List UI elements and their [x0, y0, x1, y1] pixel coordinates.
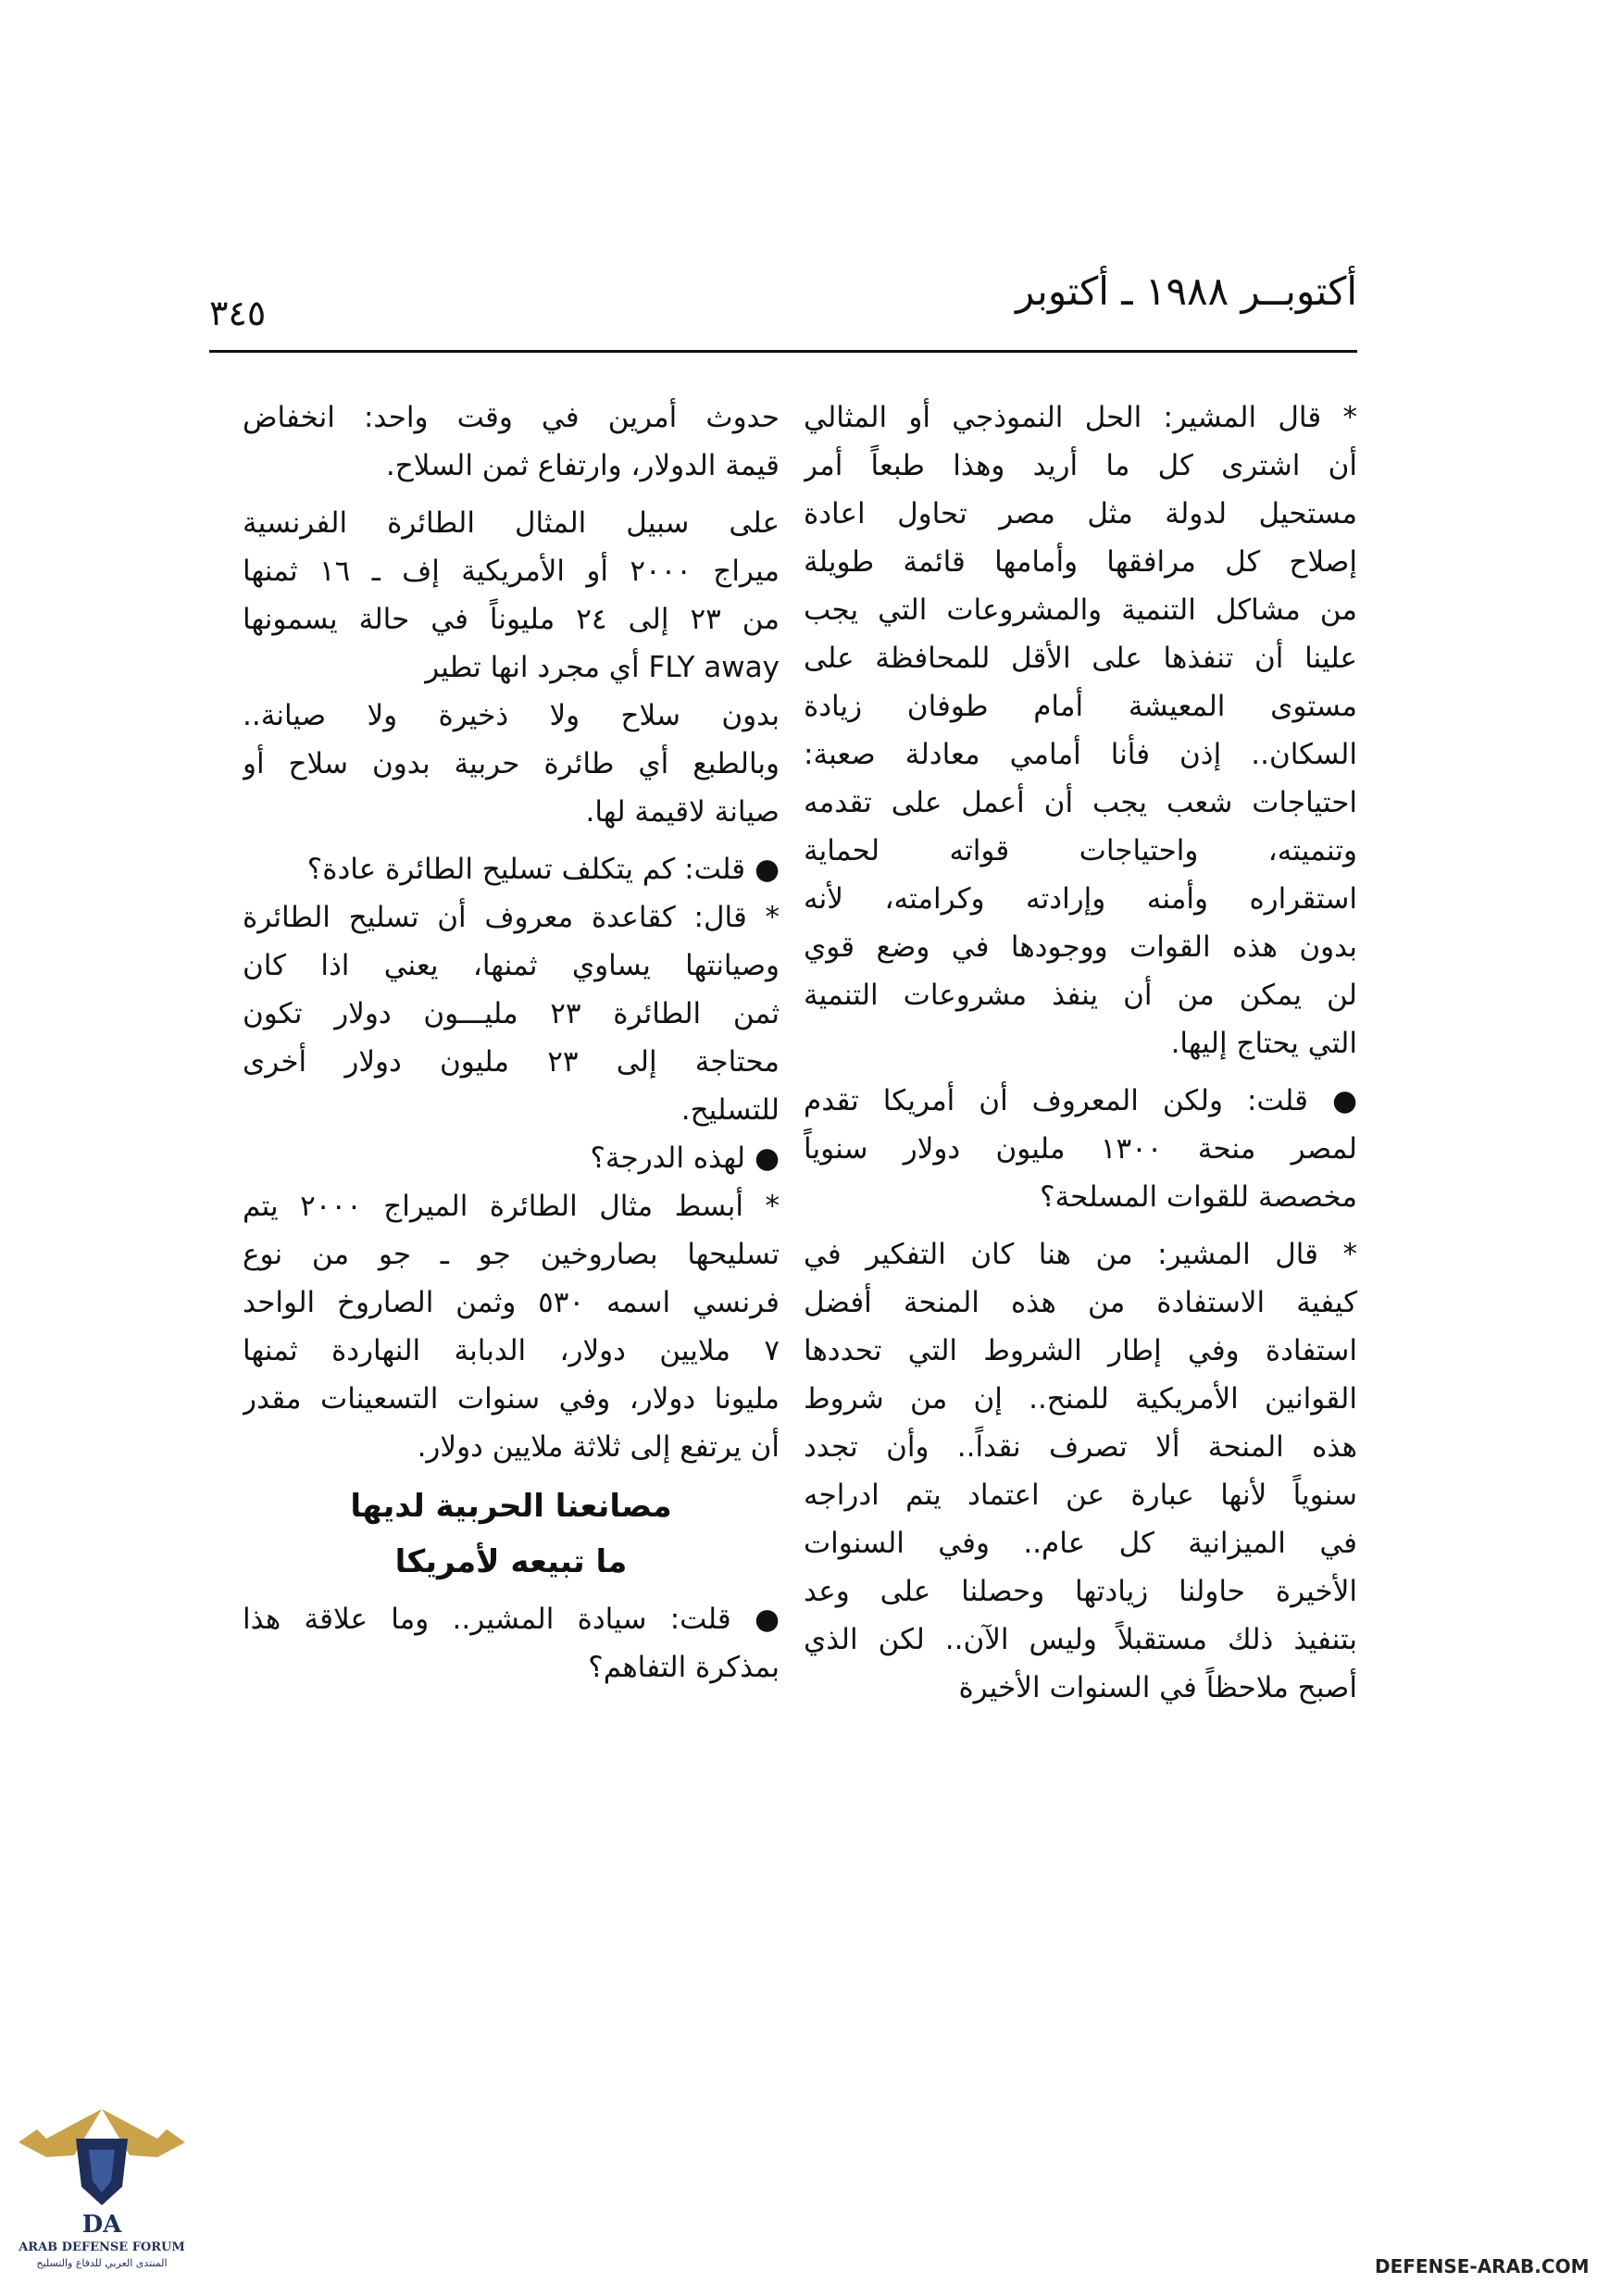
logo-name: ARAB DEFENSE FORUM — [19, 2240, 185, 2254]
text-line — [243, 643, 780, 692]
site-watermark: DEFENSE-ARAB.COM — [1375, 2255, 1590, 2277]
text-line: سنوياً لأنها عبارة عن اعتماد يتم ادراجه — [804, 1479, 1357, 1512]
text-line: كيفية الاستفادة من هذه المنحة أفضل — [804, 1286, 1357, 1319]
text-line: علينا أن تنفذها على الأقل للمحافظة على — [804, 642, 1357, 675]
text-line: إصلاح كل مرافقها وأمامها قائمة طويلة — [804, 545, 1357, 579]
text-line: * قال: كقاعدة معروف أن تسليح الطائرة — [243, 901, 780, 934]
text-line: وتنميته، واحتياجات قواته لحماية — [804, 834, 1357, 867]
text-line: محتاجة إلى ٢٣ مليون دولار أخرى — [243, 1045, 780, 1079]
text-line: مستحيل لدولة مثل مصر تحاول اعادة — [804, 497, 1357, 530]
text-line: استقراره وأمنه وإرادته وكرامته، لأنه — [804, 882, 1357, 916]
text-line: ● لهذه الدرجة؟ — [590, 1142, 780, 1175]
text-line: مستوى المعيشة أمام طوفان زيادة — [804, 690, 1357, 723]
text-line: فرنسي اسمه ٥٣٠ وثمن الصاروخ الواحد — [243, 1286, 780, 1319]
section-subheading: مصانعنا الحربية لديها — [350, 1488, 672, 1525]
text-line: بتنفيذ ذلك مستقبلاً وليس الآن.. لكن الذي — [804, 1623, 1357, 1656]
header-rule — [209, 350, 1357, 353]
text-line: لن يمكن من أن ينفذ مشروعات التنمية — [804, 979, 1357, 1012]
text-line: ٧ ملايين دولار، الدبابة النهاردة ثمنها — [243, 1334, 780, 1367]
section-subheading: ما تبيعه لأمريكا — [394, 1543, 628, 1580]
text-line: مخصصة للقوات المسلحة؟ — [1040, 1180, 1357, 1214]
text-line: استفادة وفي إطار الشروط التي تحددها — [804, 1334, 1357, 1367]
text-line: أصبح ملاحظاً في السنوات الأخيرة — [958, 1671, 1357, 1704]
text-line: في الميزانية كل عام.. وفي السنوات — [804, 1527, 1357, 1560]
text-line: التي يحتاج إليها. — [1170, 1027, 1357, 1060]
text-line: بمذكرة التفاهم؟ — [588, 1651, 780, 1684]
text-line: السكان.. إذن فأنا أمامي معادلة صعبة: — [804, 738, 1357, 771]
page-number: ٣٤٥ — [209, 293, 267, 333]
eagle-shield-icon — [9, 2102, 194, 2213]
running-title: أكتوبــر ١٩٨٨ ـ أكتوبر — [1016, 268, 1357, 314]
text-line: هذه المنحة ألا تصرف نقداً.. وأن تجدد — [804, 1430, 1357, 1464]
text-line: لمصر منحة ١٣٠٠ مليون دولار سنوياً — [804, 1132, 1357, 1166]
text-line: تسليحها بصاروخين جو ـ جو من نوع — [243, 1238, 780, 1271]
right-column — [804, 393, 1357, 1712]
left-column — [243, 393, 780, 1691]
text-line: للتسليح. — [680, 1093, 780, 1127]
text-line: * قال المشير: الحل النموذجي أو المثالي — [804, 401, 1357, 434]
logo-abbreviation: DA — [81, 2211, 122, 2239]
text-line: ● قلت: كم يتكلف تسليح الطائرة عادة؟ — [306, 853, 780, 886]
text-line: صيانة لاقيمة لها. — [585, 795, 780, 829]
text-line: وبالطبع أي طائرة حربية بدون سلاح أو — [243, 747, 780, 780]
text-line: أن اشترى كل ما أريد وهذا طبعاً أمر — [804, 449, 1357, 482]
text-line: * قال المشير: من هنا كان التفكير في — [804, 1238, 1357, 1271]
text-line: ثمن الطائرة ٢٣ مليـــون دولار تكون — [243, 997, 780, 1030]
text-line: من مشاكل التنمية والمشروعات التي يجب — [804, 593, 1357, 627]
text-line: من ٢٣ إلى ٢٤ مليوناً في حالة يسمونها — [243, 603, 780, 636]
text-line: حدوث أمرين في وقت واحد: انخفاض — [243, 401, 780, 434]
text-line: القوانين الأمريكية للمنح.. إن من شروط — [804, 1382, 1357, 1416]
text-line: بدون سلاح ولا ذخيرة ولا صيانة.. — [243, 699, 780, 732]
fly-away-phrase: FLY away — [648, 651, 780, 684]
text-segment: أي مجرد انها تطير — [425, 651, 640, 684]
text-line: * أبسط مثال الطائرة الميراج ٢٠٠٠ يتم — [243, 1190, 780, 1223]
logo-arabic-name: المنتدى العربي للدفاع والتسليح — [36, 2257, 168, 2269]
text-line: على سبيل المثال الطائرة الفرنسية — [243, 506, 780, 540]
text-line: احتياجات شعب يجب أن أعمل على تقدمه — [804, 786, 1357, 819]
paragraph-gap — [804, 1221, 1357, 1230]
text-line: ● قلت: ولكن المعروف أن أمريكا تقدم — [804, 1084, 1357, 1117]
forum-logo — [9, 2102, 194, 2287]
text-line: بدون هذه القوات ووجودها في وضع قوي — [804, 930, 1357, 964]
text-line: وصيانتها يساوي ثمنها، يعني اذا كان — [243, 949, 780, 982]
text-line: مليونا دولار، وفي سنوات التسعينات مقدر — [243, 1382, 780, 1416]
page-header — [209, 268, 1357, 333]
text-line: الأخيرة حاولنا زيادتها وحصلنا على وعد — [804, 1575, 1357, 1608]
text-line: قيمة الدولار، وارتفاع ثمن السلاح. — [385, 449, 780, 482]
text-line: ● قلت: سيادة المشير.. وما علاقة هذا — [243, 1603, 780, 1636]
paragraph-gap — [804, 1067, 1357, 1077]
text-line: ميراج ٢٠٠٠ أو الأمريكية إف ـ ١٦ ثمنها — [243, 555, 780, 588]
text-line: أن يرتفع إلى ثلاثة ملايين دولار. — [417, 1430, 780, 1464]
